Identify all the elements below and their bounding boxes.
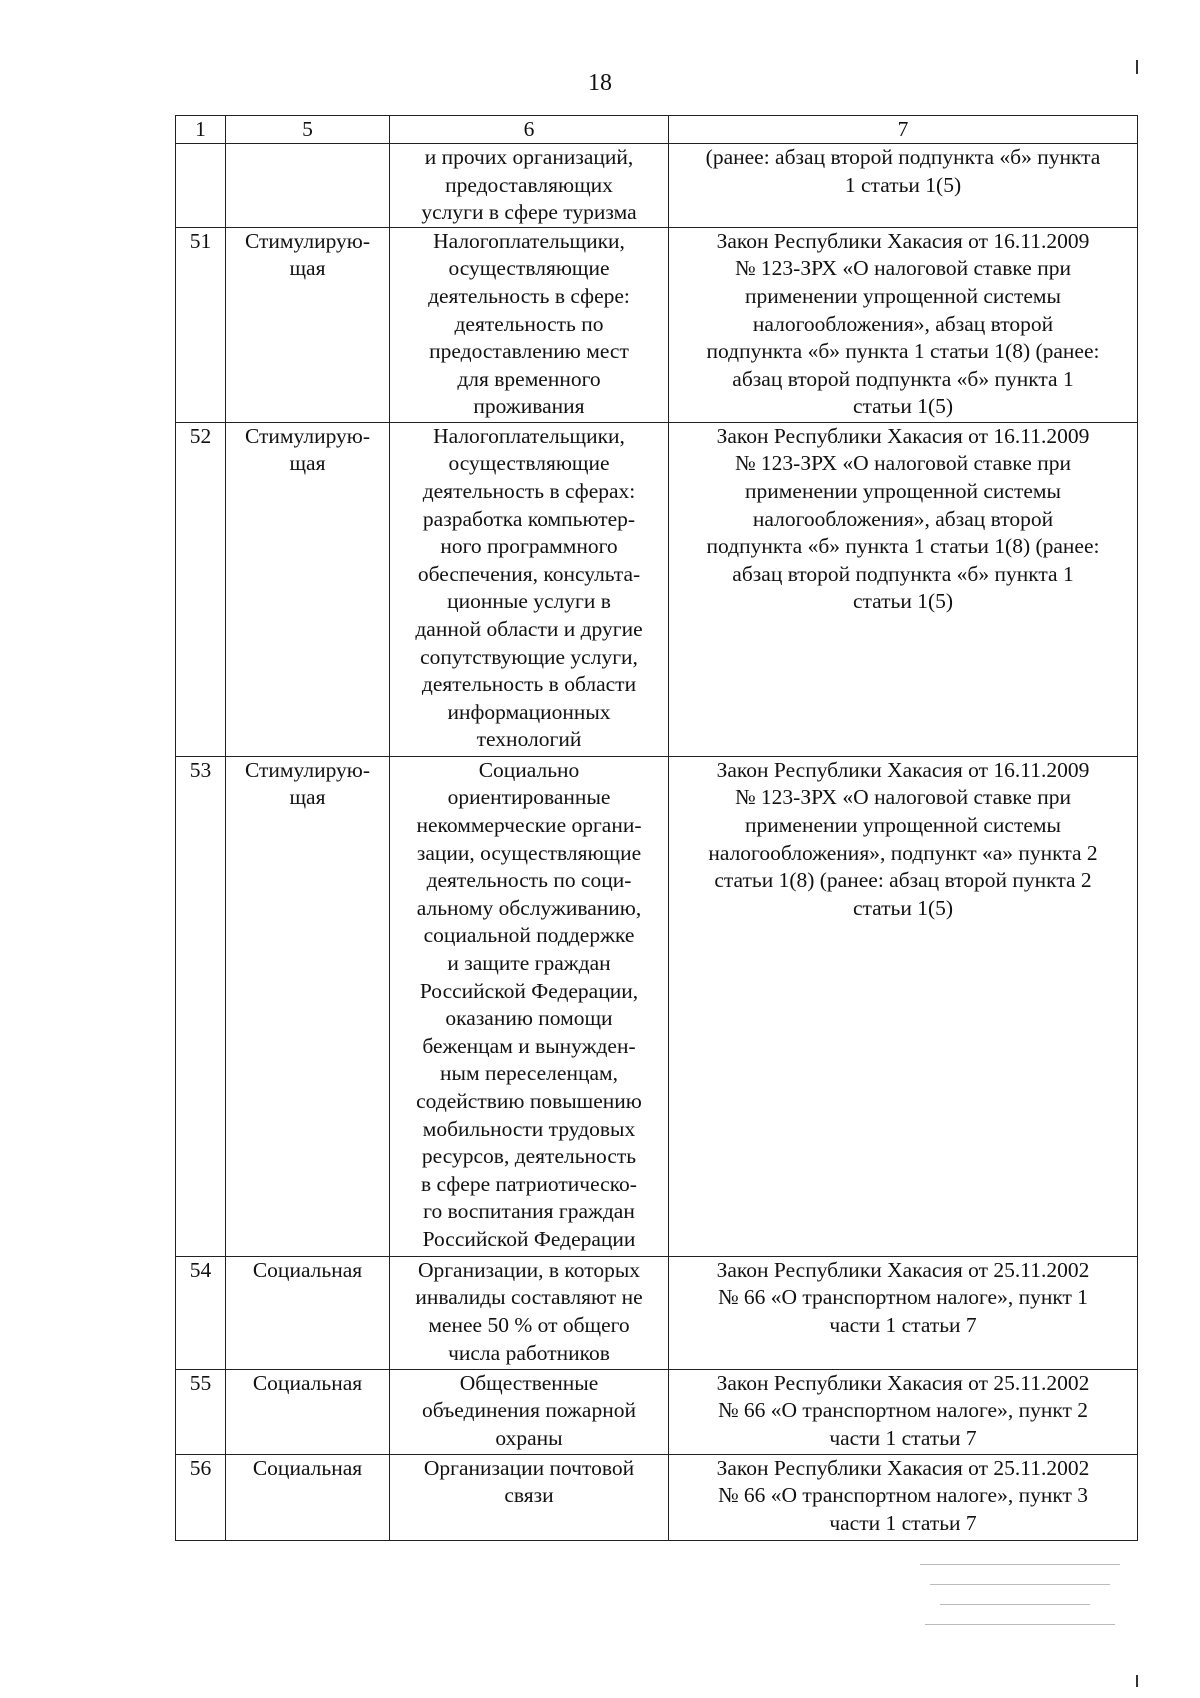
row-category: Организации почтовой связи [390,1454,669,1540]
row-number: 51 [176,227,226,422]
header-cell-col7: 7 [669,116,1138,144]
table-row [176,227,1138,422]
row-number: 56 [176,1454,226,1540]
row-law: Закон Республики Хакасия от 25.11.2002 № 66 «О транспортном налоге», пункт 2 части 1 статьи 7 [669,1369,1138,1454]
scan-edge-mark-bottom [1136,1675,1138,1687]
header-cell-col1: 1 [176,116,226,144]
row-law: (ранее: абзац второй подпункта «б» пункта 1 статьи 1(5) [669,144,1138,228]
row-type [226,144,390,228]
row-number: 52 [176,422,226,756]
row-category: Организации, в которых инвалиды составляют не менее 50 % от общего числа работников [390,1256,669,1369]
table-row [176,1256,1138,1369]
table-row [176,756,1138,1256]
page-number: 18 [588,70,612,96]
table-row [176,422,1138,756]
row-category: и прочих организаций, предоставляющих услуги в сфере туризма [390,144,669,228]
table-row [176,144,1138,228]
row-law: Закон Республики Хакасия от 25.11.2002 № 66 «О транспортном налоге», пункт 3 части 1 статьи 7 [669,1454,1138,1540]
row-type: Стимулирую- щая [226,227,390,422]
header-cell-col6: 6 [390,116,669,144]
row-number [176,144,226,228]
row-law: Закон Республики Хакасия от 25.11.2002 № 66 «О транспортном налоге», пункт 1 части 1 статьи 7 [669,1256,1138,1369]
row-type: Стимулирую- щая [226,756,390,1256]
row-number: 55 [176,1369,226,1454]
row-law: Закон Республики Хакасия от 16.11.2009 № 123-ЗРХ «О налоговой ставке при применении упрощенной системы налогообложения», подпункт «а» пункта 2 статьи 1(8) (ранее: абзац второй пункта 2 статьи 1(5) [669,756,1138,1256]
row-law: Закон Республики Хакасия от 16.11.2009 № 123-ЗРХ «О налоговой ставке при применении упрощенной системы налогообложения», абзац второй подпункта «б» пункта 1 статьи 1(8) (ранее: абзац второй подпункта «б» пункта 1 статьи 1(5) [669,227,1138,422]
row-category: Налогоплательщики, осуществляющие деятельность в сферах: разработка компьютер- ного программного обеспечения, консульта- ционные услуги в данной области и другие сопутствующие услуги, деятельность в области информационных технологий [390,422,669,756]
row-number: 54 [176,1256,226,1369]
scan-edge-mark-top [1136,60,1138,74]
preferences-table [175,115,1138,1541]
table-row [176,1369,1138,1454]
faint-scan-artifact [920,1560,1135,1635]
row-law: Закон Республики Хакасия от 16.11.2009 № 123-ЗРХ «О налоговой ставке при применении упрощенной системы налогообложения», абзац второй подпункта «б» пункта 1 статьи 1(8) (ранее: абзац второй подпункта «б» пункта 1 статьи 1(5) [669,422,1138,756]
row-category: Общественные объединения пожарной охраны [390,1369,669,1454]
header-cell-col5: 5 [226,116,390,144]
row-category: Социально ориентированные некоммерческие органи- зации, осуществляющие деятельность по соци- альному обслуживанию, социальной поддержке и защите граждан Российской Федерации, оказанию помощи беженцам и вынужден- ным переселенцам, содействию повышению мобильности трудовых ресурсов, деятельность в сфере патриотическо- го воспитания граждан Российской Федерации [390,756,669,1256]
row-type: Социальная [226,1454,390,1540]
table-row [176,1454,1138,1540]
row-number: 53 [176,756,226,1256]
row-type: Социальная [226,1256,390,1369]
row-type: Социальная [226,1369,390,1454]
table-header-row [176,116,1138,144]
row-category: Налогоплательщики, осуществляющие деятельность в сфере: деятельность по предоставлению мест для временного проживания [390,227,669,422]
row-type: Стимулирую- щая [226,422,390,756]
